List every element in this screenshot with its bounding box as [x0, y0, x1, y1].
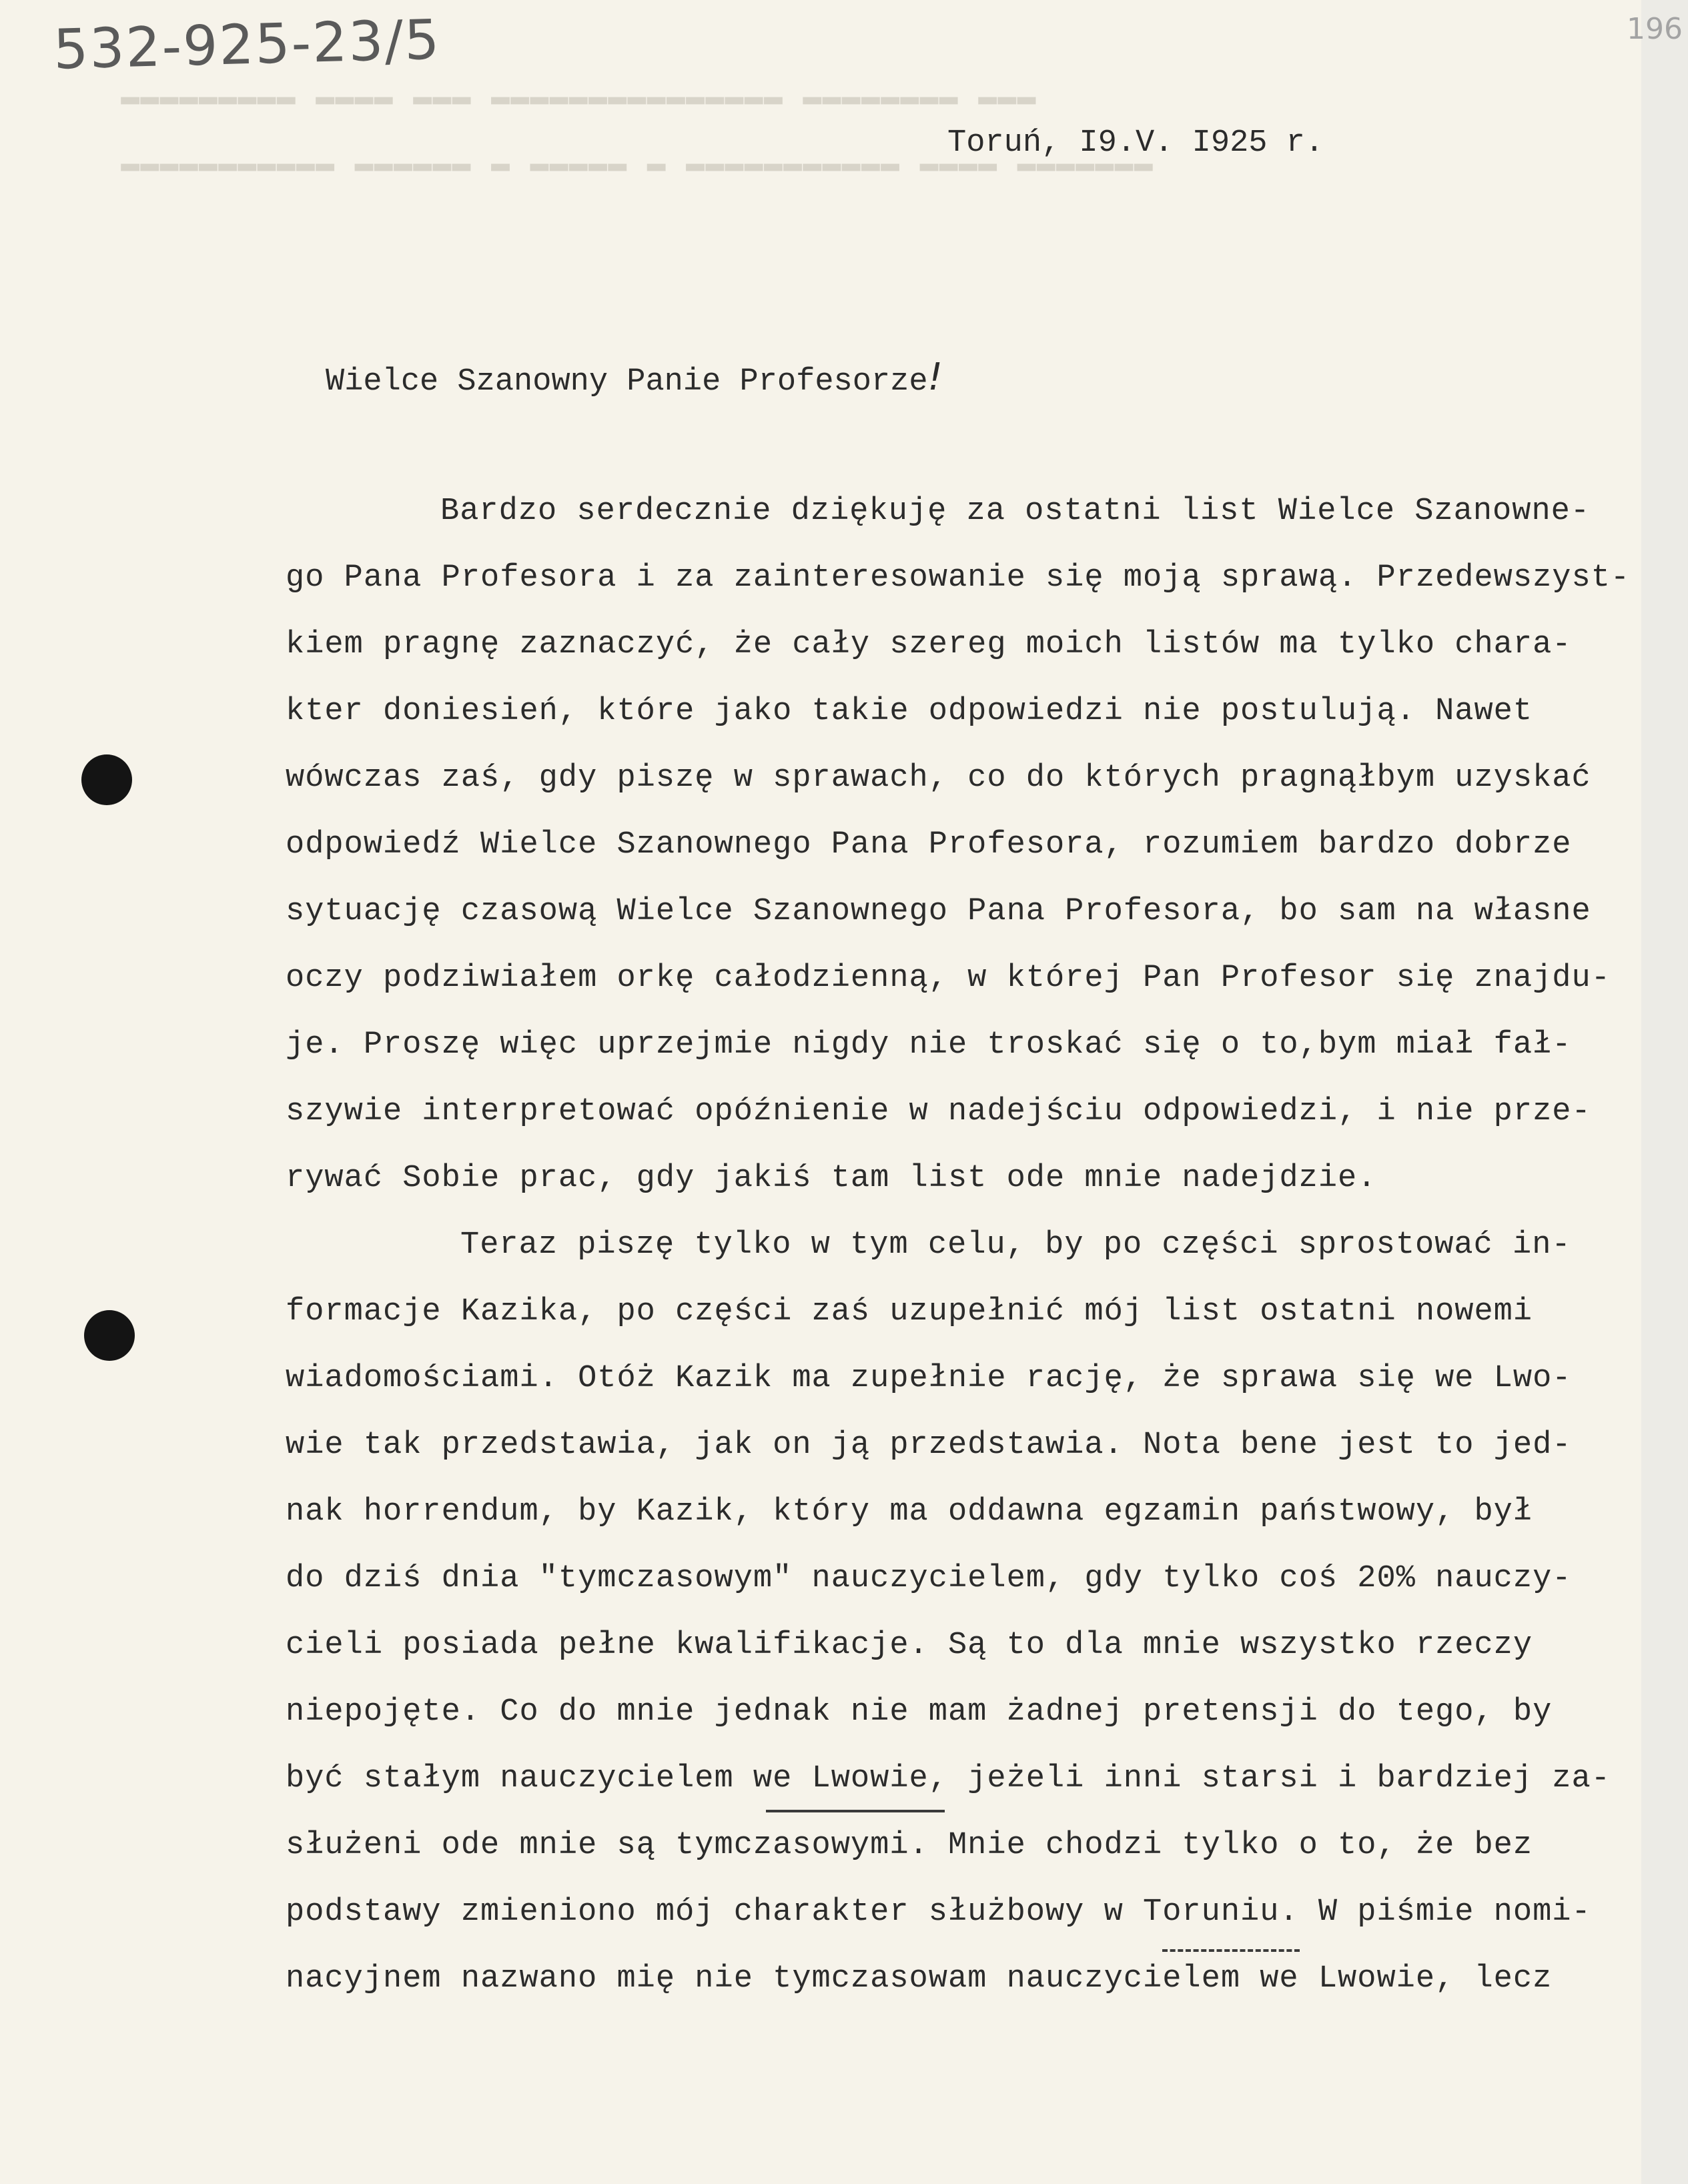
- text-line: Bardzo serdecznie dziękuję za ostatni list Wielce Szanowne-: [440, 494, 1591, 529]
- date-line: Toruń, I9.V. I925 r.: [947, 125, 1324, 161]
- text-line: być stałym nauczycielem we Lwowie, jeżeli inni starsi i bardziej za-: [286, 1761, 1611, 1796]
- bleed-through: ▬▬▬▬▬▬▬ ▬▬▬▬ ▬▬▬▬▬▬▬▬▬▬▬ ▬ ▬▬▬▬▬ ▬ ▬▬▬▬▬▬ ▬▬▬▬▬▬▬▬▬▬▬: [120, 147, 1153, 182]
- text-line: nacyjnem nazwano mię nie tymczasowam nauczycielem we Lwowie, lecz: [286, 1961, 1553, 1997]
- scan-edge: [1641, 0, 1688, 2184]
- bleed-through: ▬▬▬ ▬▬▬▬▬▬▬▬ ▬▬▬▬▬▬▬▬▬▬▬▬▬▬▬ ▬▬▬ ▬▬▬▬ ▬▬▬▬▬▬▬▬▬: [120, 80, 1036, 115]
- text-line: cieli posiada pełne kwalifikacje. Są to dla mnie wszystko rzeczy: [286, 1628, 1533, 1663]
- text-line: formacje Kazika, po części zaś uzupełnić mój list ostatni nowemi: [286, 1294, 1533, 1329]
- text-line: wówczas zaś, gdy piszę w sprawach, co do których pragnąłbym uzyskać: [286, 760, 1591, 796]
- text-line: kiem pragnę zaznaczyć, że cały szereg moich listów ma tylko chara-: [286, 627, 1572, 662]
- text-line: wie tak przedstawia, jak on ją przedstawia. Nota bene jest to jed-: [286, 1428, 1572, 1463]
- text-line: sytuację czasową Wielce Szanownego Pana Profesora, bo sam na własne: [286, 894, 1591, 929]
- text-line: rywać Sobie prac, gdy jakiś tam list ode mnie nadejdzie.: [286, 1161, 1377, 1196]
- punch-hole: [81, 754, 132, 805]
- text-line: oczy podziwiałem orkę całodzienną, w której Pan Profesor się znajdu-: [286, 961, 1611, 996]
- salutation-text: Wielce Szanowny Panie Profesorze: [326, 364, 928, 400]
- handwritten-underline: [766, 1810, 945, 1812]
- text-line: odpowiedź Wielce Szanownego Pana Profesora, rozumiem bardzo dobrze: [286, 827, 1572, 863]
- text-line: je. Proszę więc uprzejmie nigdy nie troskać się o to,bym miał fał-: [286, 1027, 1572, 1063]
- text-line: służeni ode mnie są tymczasowymi. Mnie chodzi tylko o to, że bez: [286, 1828, 1533, 1863]
- text-line: go Pana Profesora i za zainteresowanie się moją sprawą. Przedewszyst-: [286, 560, 1631, 596]
- text-line: wiadomościami. Otóż Kazik ma zupełnie rację, że sprawa się we Lwo-: [286, 1361, 1572, 1396]
- salutation-exclamation: !: [927, 356, 943, 399]
- text-line: szywie interpretować opóźnienie w nadejściu odpowiedzi, i nie prze-: [286, 1094, 1591, 1129]
- archive-reference-number: 532-925-23/5: [52, 8, 442, 82]
- salutation: [326, 356, 943, 400]
- punch-hole: [84, 1310, 135, 1361]
- text-line: do dziś dnia "tymczasowym" nauczycielem, gdy tylko coś 20% nauczy-: [286, 1561, 1572, 1596]
- folio-number: 196: [1627, 12, 1683, 46]
- text-line: kter doniesień, które jako takie odpowiedzi nie postulują. Nawet: [286, 694, 1533, 729]
- text-line: nak horrendum, by Kazik, który ma oddawna egzamin państwowy, był: [286, 1494, 1533, 1530]
- text-line: niepojęte. Co do mnie jednak nie mam żadnej pretensji do tego, by: [286, 1694, 1553, 1730]
- text-line: podstawy zmieniono mój charakter służbowy w Toruniu. W piśmie nomi-: [286, 1894, 1591, 1930]
- dashed-underline: [1162, 1949, 1300, 1952]
- text-line: Teraz piszę tylko w tym celu, by po części sprostować in-: [460, 1227, 1571, 1263]
